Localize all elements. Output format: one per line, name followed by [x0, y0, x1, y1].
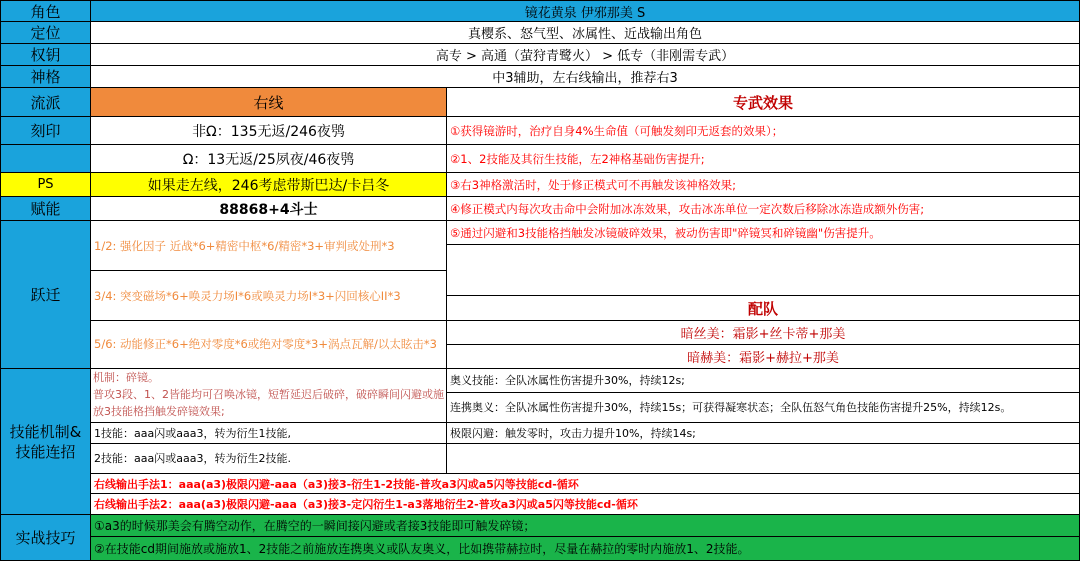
label-practice: 实战技巧 [0, 515, 91, 561]
weapon-effect-1: ①获得镜游时，治疗自身4%生命值（可触发刻印无返套的效果）； [447, 117, 1080, 145]
label-leap: 跃迁 [0, 221, 91, 369]
skill-2-text: 2技能：aaa闪或aaa3，转为衍生2技能. [91, 444, 447, 474]
label-talent: 赋能 [0, 197, 91, 221]
talent-value: 88868+4斗士 [91, 197, 447, 221]
team-title: 配队 [447, 296, 1080, 321]
label-imprint-cont [0, 145, 91, 173]
label-school: 流派 [0, 88, 91, 117]
label-skill: 技能机制&技能连招 [0, 369, 91, 515]
leap-item-2: 3/4: 突变磁场*6+唤灵力场I*6或唤灵力场I*3+闪回核心II*3 [91, 271, 447, 321]
leap-item-1: 1/2: 强化因子 近战*6+精密中枢*6/精密*3+审判或处刑*3 [91, 221, 447, 271]
character-name: 镜花黄泉 伊邪那美 S [91, 0, 1080, 22]
mechanism-body: 普攻3段、1、2皆能均可召唤冰镜，短暂延迟后破碎，破碎瞬间闪避或施放3技能格挡触发碎镜效果; [93, 388, 444, 418]
practice-tip-2: ②在技能cd期间施放或施放1、2技能之前施放连携奥义或队友奥义，比如携带赫拉时，尽量在赫拉的零时内施放1、2技能。 [91, 537, 1080, 561]
label-divinity: 神格 [0, 66, 91, 88]
label-imprint: 刻印 [0, 117, 91, 145]
team-item-2: 暗赫美：霜影+赫拉+那美 [447, 345, 1080, 369]
ult-2-text: 连携奥义：全队冰属性伤害提升30%，持续15s；可获得凝寒状态；全队伍怒气角色技能伤害提升25%，持续12s。 [447, 393, 1080, 423]
key-value: 高专 > 高通（萤狩青鹭火） > 低专（非刚需专武） [91, 44, 1080, 66]
practice-tip-1: ①a3的时候那美会有腾空动作，在腾空的一瞬间接闪避或者接3技能即可触发碎镜； [91, 515, 1080, 537]
weapon-effect-5: ⑤通过闪避和3技能格挡触发冰镜破碎效果，被动伤害即"碎镜冥和碎镜幽"伤害提升。 [447, 221, 1080, 245]
label-position: 定位 [0, 22, 91, 44]
label-character: 角色 [0, 0, 91, 22]
leap-item-3: 5/6: 动能修正*6+绝对零度*6或绝对零度*3+涡点瓦解/以太眩击*3 [91, 321, 447, 369]
label-ps: PS [0, 173, 91, 197]
weapon-effect-blank [447, 245, 1080, 296]
divinity-value: 中3辅助，左右线输出，推荐右3 [91, 66, 1080, 88]
weapon-effect-3: ③右3神格激活时，处于修正模式可不再触发该神格效果; [447, 173, 1080, 197]
ult-blank [447, 444, 1080, 474]
combo-2: 右线输出手法2：aaa(a3)极限闪避-aaa（a3)接3-定闪衍生1-a3落地衍生2-普攻a3闪或a5闪等技能cd-循环 [91, 494, 1080, 515]
skill-mechanism [91, 369, 447, 423]
mechanism-title: 机制：碎镜。 [93, 371, 159, 384]
skill-1-text: 1技能：aaa闪或aaa3，转为衍生1技能, [91, 423, 447, 444]
ult-3-text: 极限闪避：触发零时，攻击力提升10%，持续14s; [447, 423, 1080, 444]
label-key: 权钥 [0, 44, 91, 66]
weapon-effect-2: ②1、2技能及其衍生技能，左2神格基础伤害提升; [447, 145, 1080, 173]
ps-value: 如果走左线，246考虑带斯巴达/卡吕冬 [91, 173, 447, 197]
team-item-1: 暗丝美：霜影+丝卡蒂+那美 [447, 321, 1080, 345]
ult-1-text: 奥义技能：全队冰属性伤害提升30%，持续12s; [447, 369, 1080, 393]
weapon-effect-title: 专武效果 [447, 88, 1080, 117]
position-value: 真樱系、怒气型、冰属性、近战输出角色 [91, 22, 1080, 44]
weapon-effect-4: ④修正模式内每次攻击命中会附加冰冻效果，攻击冰冻单位一定次数后移除冰冻造成额外伤害; [447, 197, 1080, 221]
school-value: 右线 [91, 88, 447, 117]
combo-1: 右线输出手法1：aaa(a3)极限闪避-aaa（a3)接3-衍生1-2技能-普攻a3闪或a5闪等技能cd-循环 [91, 474, 1080, 494]
imprint-value-1: 非Ω：135无返/246夜鸮 [91, 117, 447, 145]
imprint-value-2: Ω：13无返/25夙夜/46夜鸮 [91, 145, 447, 173]
